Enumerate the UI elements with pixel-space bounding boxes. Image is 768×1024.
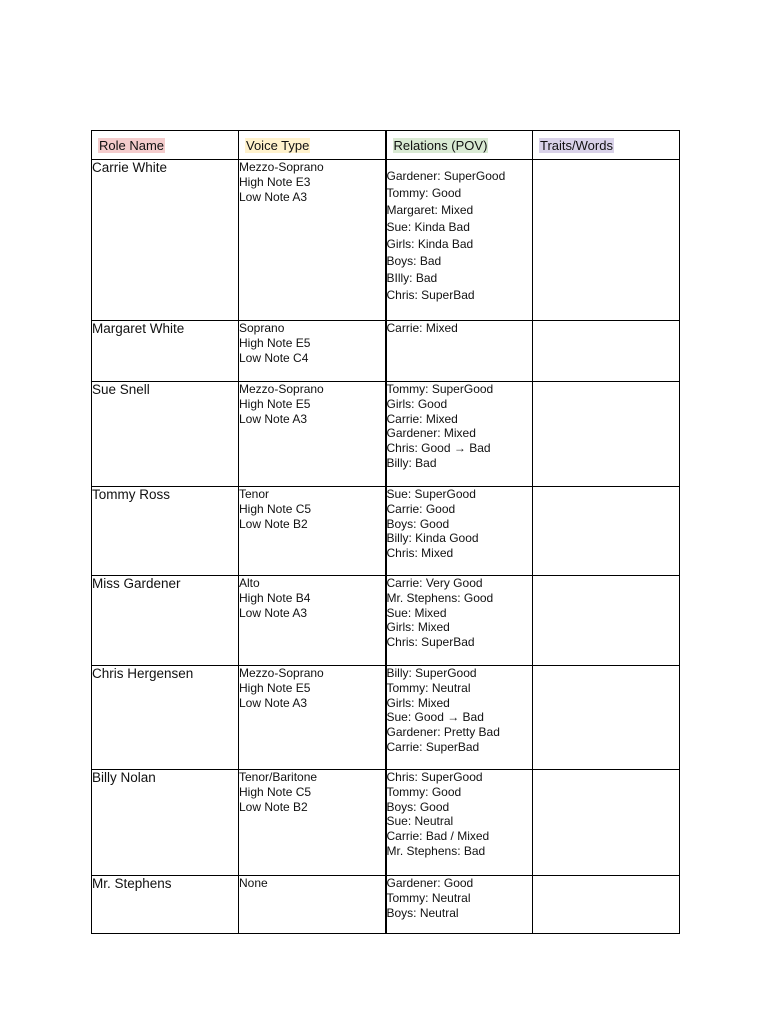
relation-line: Gardener: SuperGood bbox=[386, 169, 506, 183]
voice-type-cell bbox=[239, 382, 386, 487]
table-row bbox=[92, 770, 680, 876]
relation-line: Tommy: Neutral bbox=[386, 680, 471, 695]
relation-line: Tommy: Good bbox=[386, 784, 462, 799]
voice-type-line: High Note B4 bbox=[239, 590, 311, 605]
table-row bbox=[92, 666, 680, 770]
role-name-cell: Tommy Ross bbox=[92, 487, 239, 576]
relation-line: Chris: Good → Bad bbox=[386, 441, 491, 456]
role-name-cell: Mr. Stephens bbox=[92, 876, 239, 934]
relation-line: Sue: Mixed bbox=[386, 605, 447, 620]
table-row bbox=[92, 321, 680, 382]
relations-cell bbox=[386, 487, 533, 576]
voice-type-line: Low Note A3 bbox=[239, 695, 308, 710]
relations-cell bbox=[386, 770, 533, 876]
voice-type-line: High Note E3 bbox=[239, 174, 311, 189]
relation-line: Girls: Good bbox=[386, 396, 448, 411]
table-row bbox=[92, 576, 680, 666]
relation-line: Chris: SuperBad bbox=[386, 288, 475, 302]
table-row bbox=[92, 876, 680, 934]
traits-cell[interactable] bbox=[533, 876, 680, 934]
relation-line: Tommy: SuperGood bbox=[386, 382, 494, 396]
relation-line: Boys: Good bbox=[386, 516, 450, 531]
table-row bbox=[92, 487, 680, 576]
relations-cell bbox=[386, 666, 533, 770]
relation-line: Girls: Kinda Bad bbox=[386, 237, 474, 251]
relation-line: Gardener: Pretty Bad bbox=[386, 725, 500, 740]
role-name-cell: Miss Gardener bbox=[92, 576, 239, 666]
voice-type-line: Low Note A3 bbox=[239, 605, 308, 620]
role-name-cell: Chris Hergensen bbox=[92, 666, 239, 770]
relation-line: Carrie: Very Good bbox=[386, 576, 483, 590]
relation-line: Tommy: Neutral bbox=[386, 890, 471, 905]
relation-line: Billy: SuperGood bbox=[386, 666, 477, 680]
role-name-cell: Carrie White bbox=[92, 160, 239, 321]
traits-cell[interactable] bbox=[533, 321, 680, 382]
relation-line: Girls: Mixed bbox=[386, 620, 450, 635]
relation-line: Sue: SuperGood bbox=[386, 487, 476, 501]
relation-line: Gardener: Good bbox=[386, 876, 474, 890]
voice-type-line: Low Note A3 bbox=[239, 189, 308, 204]
relations-cell bbox=[386, 576, 533, 666]
role-name-cell: Margaret White bbox=[92, 321, 239, 382]
voice-type-line: Low Note C4 bbox=[239, 350, 309, 365]
voice-type-line: High Note E5 bbox=[239, 680, 311, 695]
header-relations-label: Relations (POV) bbox=[393, 138, 488, 153]
header-traits-label: Traits/Words bbox=[540, 138, 613, 153]
voice-type-cell bbox=[239, 321, 386, 382]
header-traits bbox=[533, 131, 680, 160]
relation-line: Gardener: Mixed bbox=[386, 426, 476, 441]
relation-line: Carrie: Good bbox=[386, 501, 456, 516]
voice-type-line: High Note E5 bbox=[239, 335, 311, 350]
voice-type-line: High Note E5 bbox=[239, 396, 311, 411]
voice-type-cell bbox=[239, 576, 386, 666]
traits-cell[interactable] bbox=[533, 487, 680, 576]
relation-line: Carrie: Mixed bbox=[386, 411, 458, 426]
header-row bbox=[92, 131, 680, 160]
voice-type-cell bbox=[239, 876, 386, 934]
roles-table bbox=[91, 130, 680, 934]
relation-line: Sue: Neutral bbox=[386, 814, 454, 829]
voice-type-line: Mezzo-Soprano bbox=[239, 666, 324, 680]
traits-cell[interactable] bbox=[533, 666, 680, 770]
relations-cell bbox=[386, 876, 533, 934]
voice-type-line: Mezzo-Soprano bbox=[239, 382, 324, 396]
relation-line: Sue: Kinda Bad bbox=[386, 220, 470, 234]
voice-type-line: High Note C5 bbox=[239, 784, 312, 799]
relation-line: Boys: Bad bbox=[386, 254, 442, 268]
relation-line: Billy: Kinda Good bbox=[386, 531, 479, 546]
voice-type-line: None bbox=[239, 876, 268, 890]
relation-line: Carrie: Mixed bbox=[386, 321, 458, 335]
relation-line: Chris: SuperGood bbox=[386, 770, 483, 784]
voice-type-line: High Note C5 bbox=[239, 501, 312, 516]
relation-line: Tommy: Good bbox=[386, 186, 462, 200]
traits-cell[interactable] bbox=[533, 382, 680, 487]
header-role-name bbox=[92, 131, 239, 160]
voice-type-line: Tenor bbox=[239, 487, 270, 501]
voice-type-line: Low Note B2 bbox=[239, 799, 308, 814]
voice-type-cell bbox=[239, 487, 386, 576]
voice-type-line: Soprano bbox=[239, 321, 285, 335]
relation-line: Carrie: SuperBad bbox=[386, 739, 480, 754]
relation-line: Sue: Good → Bad bbox=[386, 710, 484, 725]
relation-line: Girls: Mixed bbox=[386, 695, 450, 710]
voice-type-line: Tenor/Baritone bbox=[239, 770, 318, 784]
role-name-cell: Billy Nolan bbox=[92, 770, 239, 876]
relation-line: Boys: Good bbox=[386, 799, 450, 814]
traits-cell[interactable] bbox=[533, 576, 680, 666]
relations-cell bbox=[386, 321, 533, 382]
relation-line: BIlly: Bad bbox=[386, 271, 438, 285]
table-row bbox=[92, 160, 680, 321]
relation-line: Margaret: Mixed bbox=[386, 203, 474, 217]
voice-type-line: Low Note A3 bbox=[239, 411, 308, 426]
header-voice-type bbox=[239, 131, 386, 160]
table-row bbox=[92, 382, 680, 487]
role-name-cell: Sue Snell bbox=[92, 382, 239, 487]
relation-line: Chris: SuperBad bbox=[386, 635, 475, 650]
relations-cell bbox=[386, 382, 533, 487]
relation-line: Mr. Stephens: Bad bbox=[386, 843, 486, 858]
voice-type-line: Mezzo-Soprano bbox=[239, 160, 324, 174]
relation-line: Carrie: Bad / Mixed bbox=[386, 829, 490, 844]
voice-type-line: Alto bbox=[239, 576, 260, 590]
header-voice-type-label: Voice Type bbox=[246, 138, 310, 153]
relation-line: Boys: Neutral bbox=[386, 905, 459, 920]
header-role-name-label: Role Name bbox=[99, 138, 165, 153]
relations-cell bbox=[386, 160, 533, 321]
relation-line: Billy: Bad bbox=[386, 455, 437, 470]
voice-type-line: Low Note B2 bbox=[239, 516, 308, 531]
header-relations bbox=[386, 131, 533, 160]
relation-line: Mr. Stephens: Good bbox=[386, 590, 494, 605]
voice-type-cell bbox=[239, 666, 386, 770]
traits-cell[interactable] bbox=[533, 160, 680, 321]
voice-type-cell bbox=[239, 770, 386, 876]
traits-cell[interactable] bbox=[533, 770, 680, 876]
relation-line: Chris: Mixed bbox=[386, 546, 454, 561]
voice-type-cell bbox=[239, 160, 386, 321]
